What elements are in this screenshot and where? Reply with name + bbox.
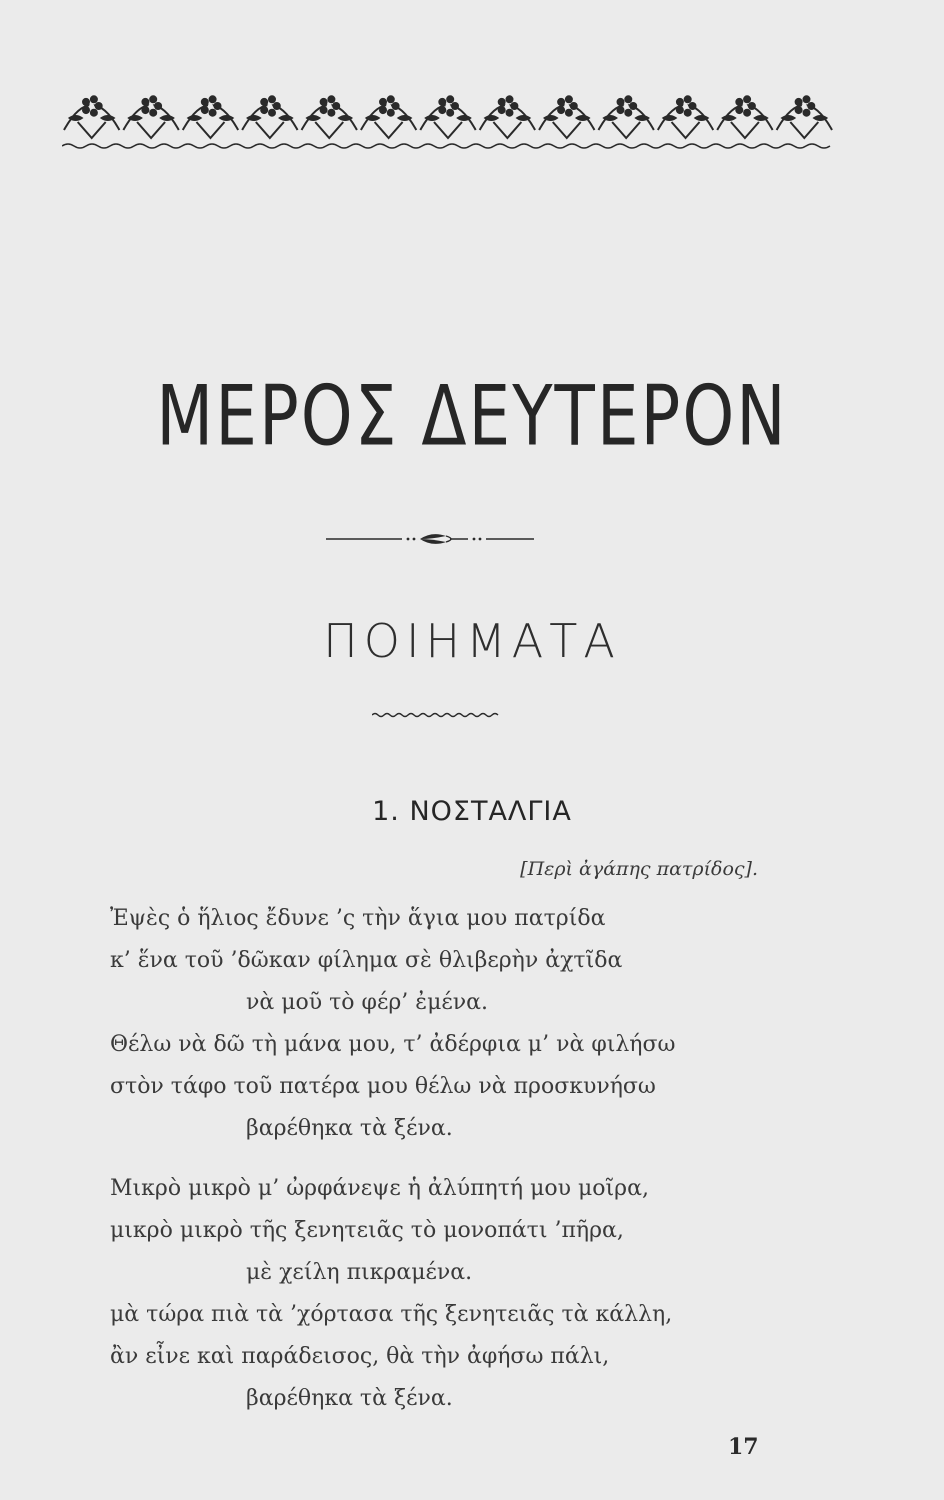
flower-motif	[598, 95, 653, 138]
verse-line: κ’ ἕνα τοῦ ’δῶκαν φίλημα σὲ θλιβερὴν ἀχτῖδα	[110, 948, 623, 973]
flower-motif	[64, 95, 119, 138]
verse-line: Μικρὸ μικρὸ μ’ ὠρφάνεψε ἡ ἀλύπητή μου μοῖρα,	[110, 1176, 649, 1201]
verse-line: ἂν εἶνε καὶ παράδεισος, θὰ τὴν ἀφήσω πάλι,	[110, 1344, 610, 1369]
decorative-divider	[320, 528, 540, 550]
flower-motif	[242, 95, 297, 138]
verse-line: νὰ μοῦ τὸ φέρ’ ἐμένα.	[246, 990, 488, 1015]
verse-line: μὰ τώρα πιὰ τὰ ’χόρτασα τῆς ξενητειᾶς τὰ κάλλη,	[110, 1302, 673, 1327]
section-title: ΠΟΙΗΜΑΤΑ	[323, 614, 621, 668]
verse-line: μικρὸ μικρὸ τῆς ξενητειᾶς τὸ μονοπάτι ’πῆρα,	[110, 1218, 624, 1243]
verse-line: βαρέθηκα τὰ ξένα.	[246, 1116, 453, 1141]
verse-line: μὲ χείλη πικραμένα.	[246, 1260, 473, 1285]
stanza-break	[110, 1150, 810, 1168]
wavy-rule	[372, 710, 502, 720]
poem-title: 1. ΝΟΣΤΑΛΓΙΑ	[372, 796, 572, 827]
floral-ornament-band	[62, 74, 834, 154]
flower-motif	[420, 95, 475, 138]
flower-motif	[123, 95, 178, 138]
flower-motif	[183, 95, 238, 138]
verse-line: στὸν τάφο τοῦ πατέρα μου θέλω νὰ προσκυνήσω	[110, 1074, 656, 1099]
flower-motif	[539, 95, 594, 138]
flower-motif	[777, 95, 832, 138]
poem-subtitle: [Περὶ ἀγάπης πατρίδος].	[520, 858, 758, 880]
verse-line: Θέλω νὰ δῶ τὴ μάνα μου, τ’ ἀδέρφια μ’ νὰ φιλήσω	[110, 1032, 676, 1057]
flower-motif	[717, 95, 772, 138]
flower-motif	[361, 95, 416, 138]
page-number: 17	[728, 1434, 759, 1460]
verse-line: βαρέθηκα τὰ ξένα.	[246, 1386, 453, 1411]
flower-motif	[480, 95, 535, 138]
part-title: ΜΕΡΟΣ ΔΕΥΤΕΡΟΝ	[156, 368, 788, 465]
flower-motif	[658, 95, 713, 138]
verse-line: Ἐψὲς ὁ ἥλιος ἔδυνε ’ς τὴν ἅγια μου πατρίδα	[110, 906, 606, 931]
flower-motif	[302, 95, 357, 138]
poem-body	[110, 898, 810, 1420]
